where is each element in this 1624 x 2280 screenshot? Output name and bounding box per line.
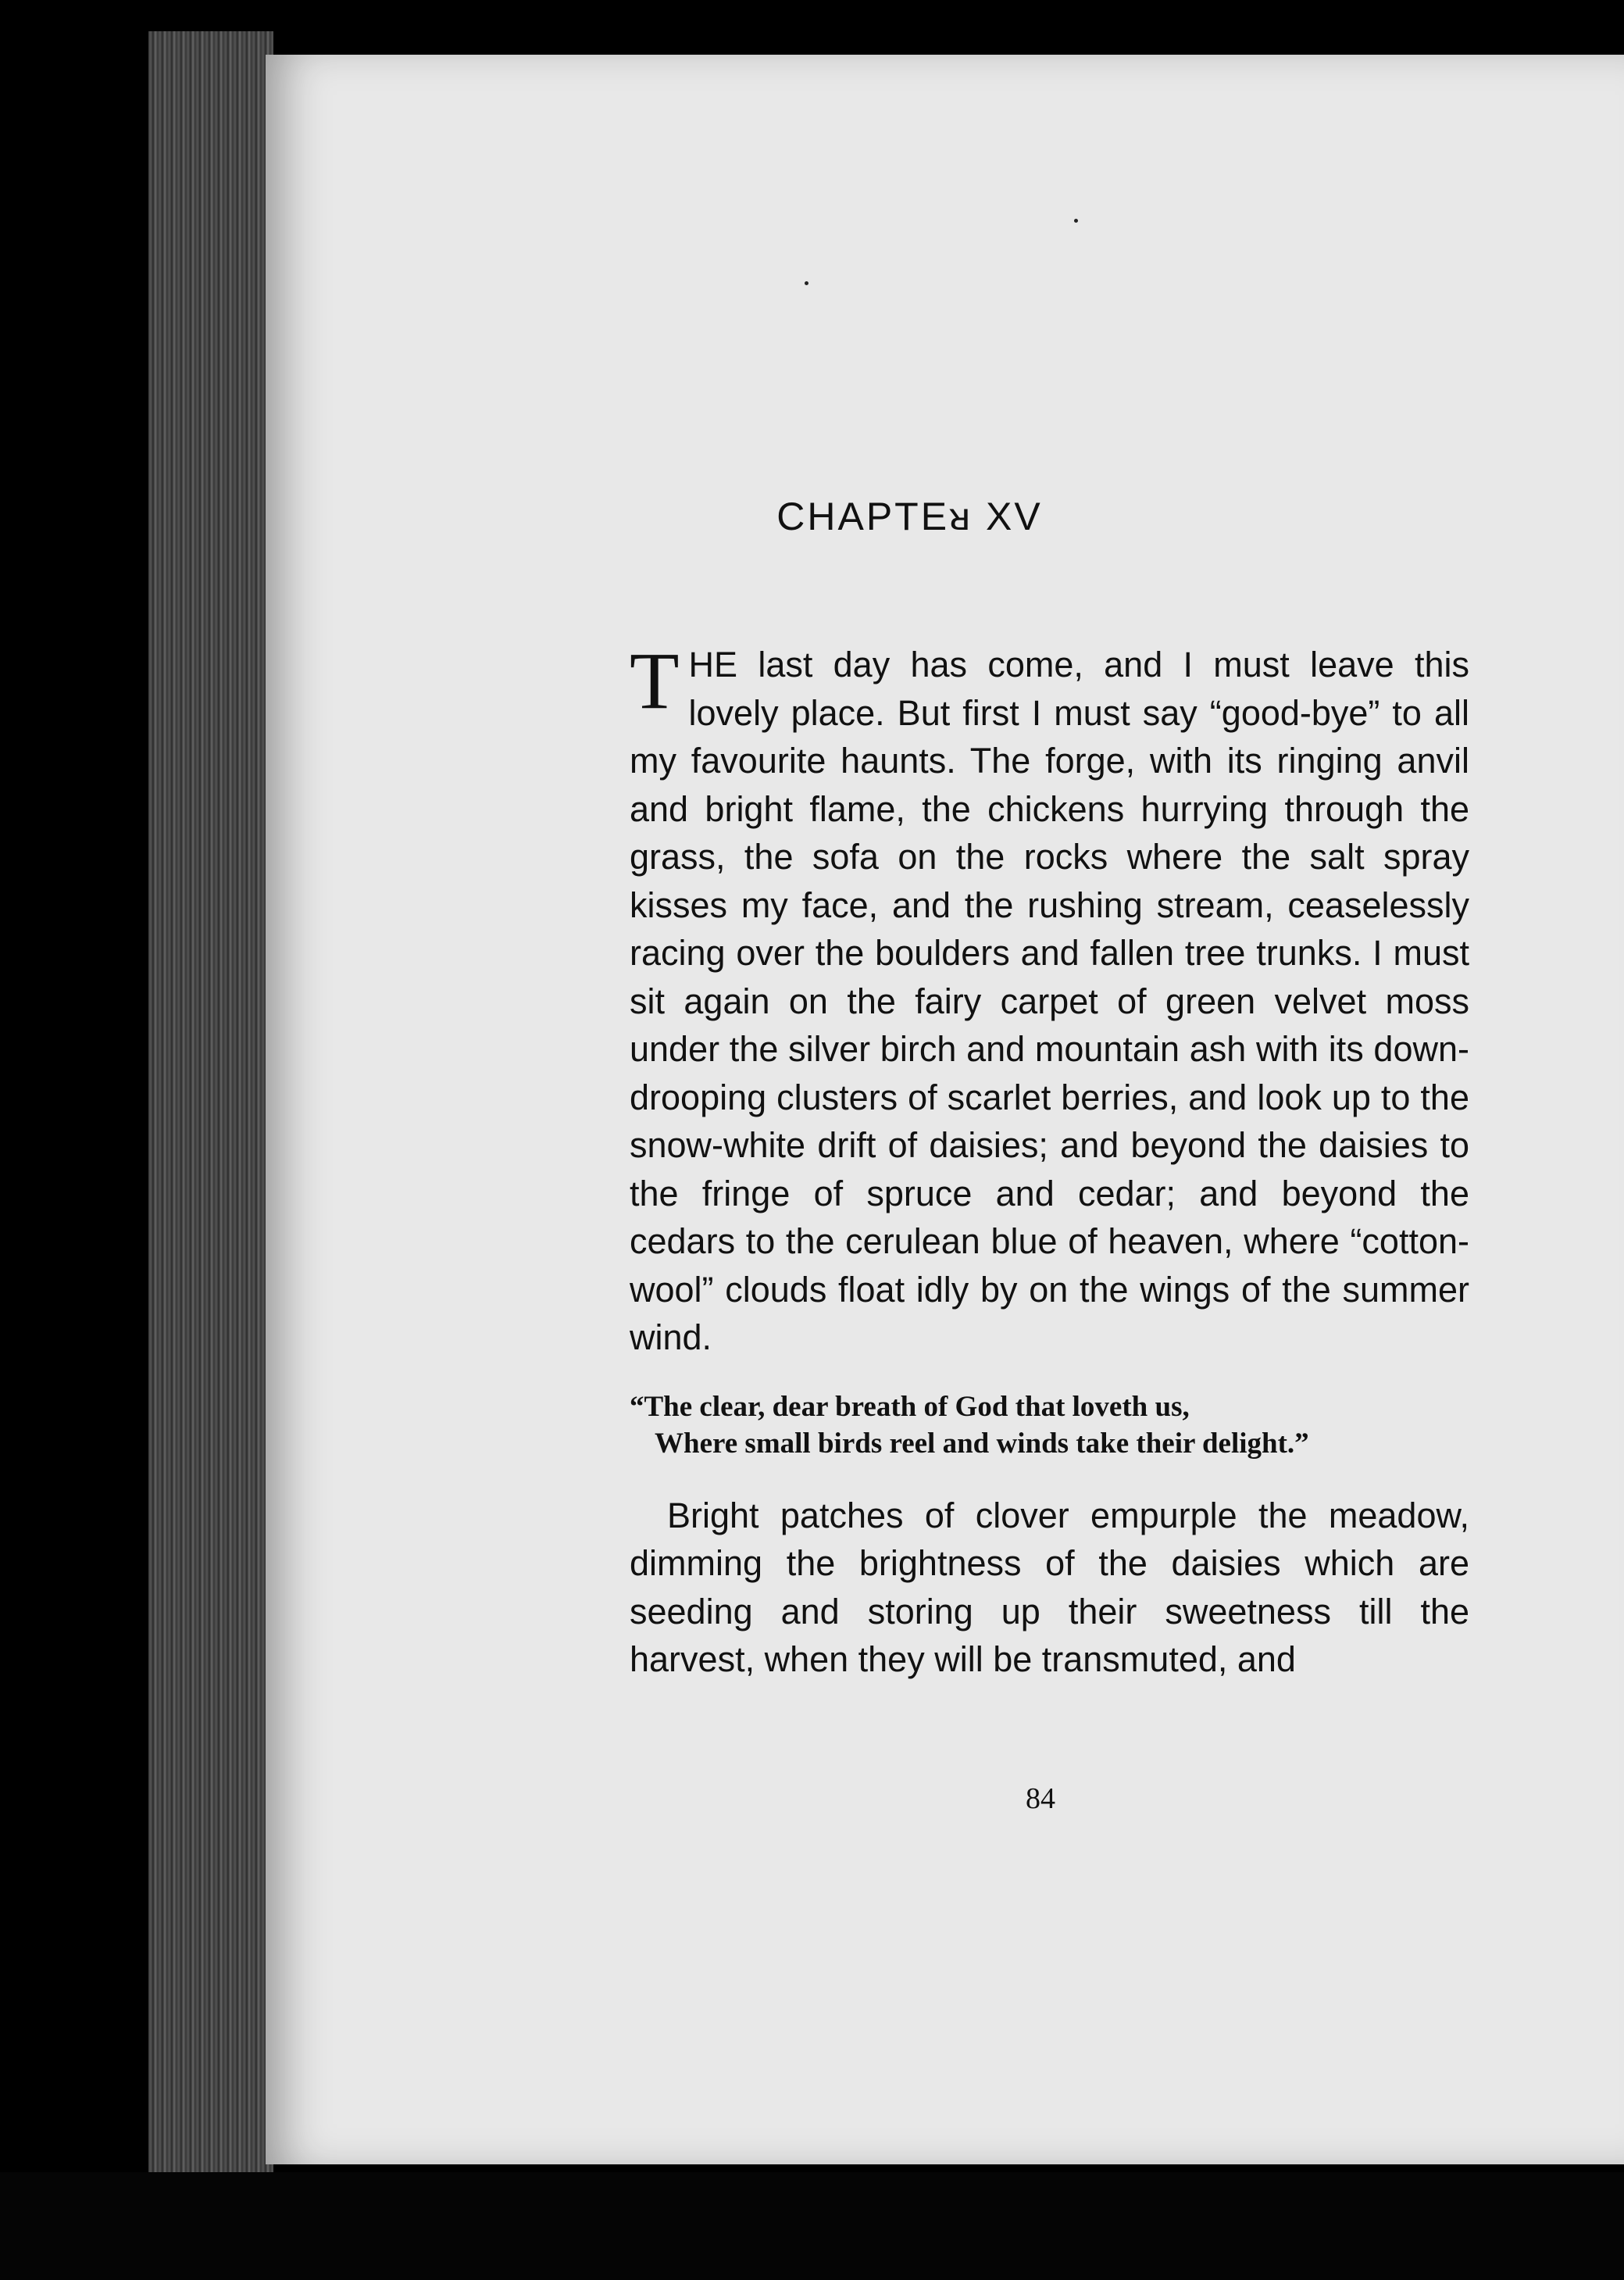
chapter-text bbox=[630, 636, 1469, 1684]
chapter-heading: CHAPTEᴚ XV bbox=[776, 495, 1043, 538]
page-edges bbox=[148, 31, 273, 2172]
dust-speck bbox=[805, 281, 808, 285]
scan-border bbox=[0, 2172, 1624, 2280]
verse-quote bbox=[630, 1388, 1469, 1462]
paragraph-1-text: HE last day has come, and I must leave this lovely place. But first I must say “good-bye” to all my favourite haunts. The forge, with its ringing anvil and bright flame, the chickens hurrying through the grass, the sofa on the rocks where the salt spray kisses my face, and the rushing stream, ceaselessly racing over the boulders and fallen tree trunks. I must sit again on the fairy carpet of green velvet moss under the silver birch and mountain ash with its down-drooping clusters of scarlet berries, and look up to the snow-white drift of daisies; and beyond the daisies to the fringe of spruce and cedar; and beyond the cedars to the cerulean blue of heaven, where “cotton-wool” clouds float idly by on the wings of the summer wind. bbox=[630, 645, 1469, 1357]
paragraph-1 bbox=[630, 636, 1469, 1362]
paragraph-2: Bright patches of clover empurple the meadow, dimming the brightness of the daisies which are seeding and storing up their sweetness till the harvest, when they will be transmuted, and bbox=[630, 1495, 1469, 1679]
dust-speck bbox=[1074, 219, 1078, 223]
quote-line-1: “The clear, dear breath of God that loveth us, bbox=[630, 1390, 1190, 1423]
page-number: 84 bbox=[1026, 1782, 1055, 1815]
quote-line-2: Where small birds reel and winds take their delight.” bbox=[655, 1427, 1309, 1460]
drop-cap: T bbox=[630, 636, 680, 726]
